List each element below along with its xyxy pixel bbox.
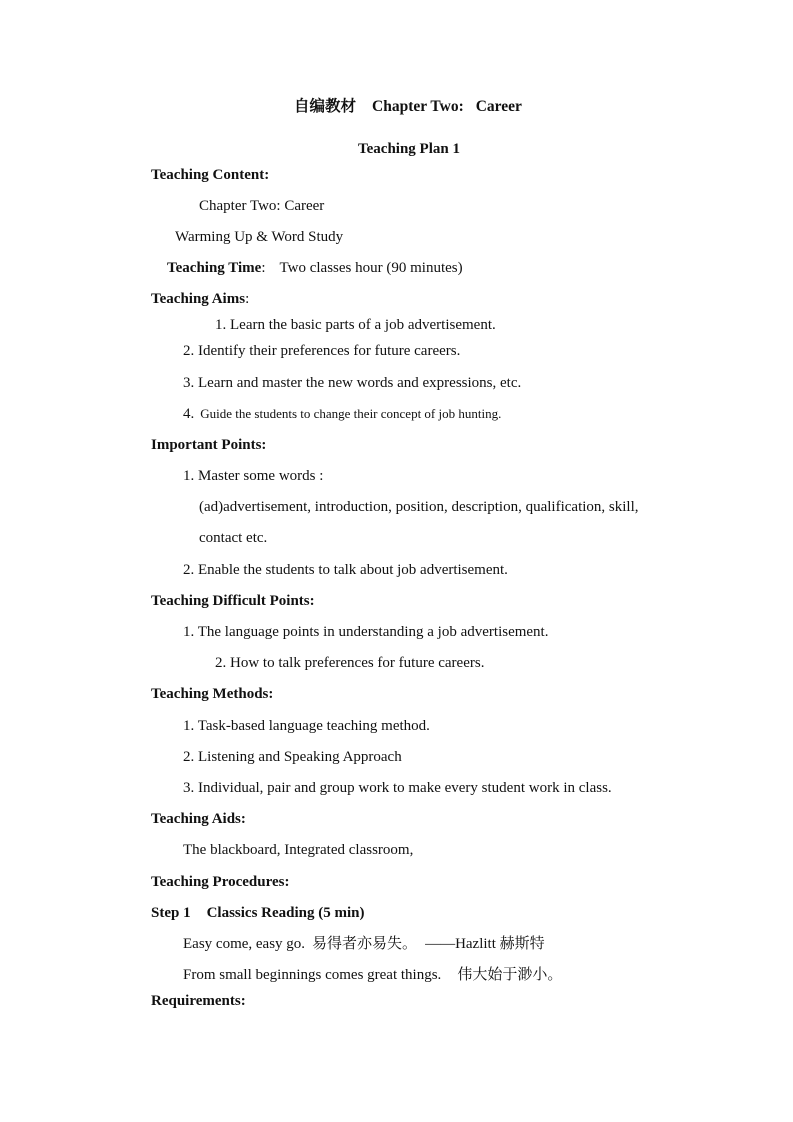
- teaching-methods-label: Teaching Methods:: [151, 686, 274, 702]
- method-item: 2. Listening and Speaking Approach: [183, 749, 402, 765]
- difficult-points-label: Teaching Difficult Points:: [151, 593, 315, 609]
- title-chinese: 自编教材: [294, 98, 357, 115]
- aims-item: 2. Identify their preferences for future careers.: [183, 343, 461, 359]
- method-item: 3. Individual, pair and group work to make every student work in class.: [183, 780, 612, 796]
- teaching-content-label: Teaching Content:: [151, 167, 270, 183]
- teaching-aims-label: Teaching Aims: [151, 291, 246, 307]
- requirements-label: Requirements:: [151, 993, 246, 1009]
- teaching-time-row: [167, 259, 463, 277]
- important-point-item: 1. Master some words :: [183, 468, 324, 484]
- aims-item: 1. Learn the basic parts of a job advertisement.: [215, 317, 496, 333]
- step-1-heading: [151, 904, 365, 922]
- important-points-label: Important Points:: [151, 437, 267, 453]
- teaching-content-line: Chapter Two: Career: [199, 198, 325, 214]
- quote-2: [183, 966, 562, 984]
- document-title: [294, 98, 522, 116]
- quote-1-dash: ——: [425, 936, 456, 952]
- important-point-item: (ad)advertisement, introduction, position, description, qualification, skill,: [199, 499, 639, 515]
- teaching-aims-colon: :: [245, 291, 250, 307]
- step-1-title: Classics Reading (5 min): [206, 905, 365, 921]
- aims-item: 3. Learn and master the new words and expressions, etc.: [183, 375, 522, 391]
- difficult-point-item: 2. How to talk preferences for future careers.: [215, 655, 485, 671]
- teaching-time-label: Teaching Time: [167, 260, 262, 276]
- difficult-point-item: 1. The language points in understanding a job advertisement.: [183, 624, 549, 640]
- aims-item-4: [183, 405, 501, 423]
- teaching-procedures-label: Teaching Procedures:: [151, 874, 290, 890]
- title-chapter: Chapter Two:: [372, 98, 464, 115]
- teaching-time-value: Two classes hour (90 minutes): [279, 260, 463, 276]
- method-item: 1. Task-based language teaching method.: [183, 718, 430, 734]
- aims-item-number: 4.: [183, 406, 195, 422]
- quote-1: [183, 935, 545, 953]
- important-point-item: contact etc.: [199, 530, 268, 546]
- teaching-content-line: Warming Up & Word Study: [175, 229, 344, 245]
- teaching-time-colon: :: [261, 260, 266, 276]
- title-topic: Career: [475, 98, 522, 115]
- teaching-aids-value: The blackboard, Integrated classroom,: [183, 842, 414, 858]
- teaching-aids-label: Teaching Aids:: [151, 811, 246, 827]
- quote-1-chinese: 易得者亦易失。: [312, 936, 418, 952]
- important-point-item: 2. Enable the students to talk about job advertisement.: [183, 562, 508, 578]
- plan-title: Teaching Plan 1: [358, 141, 460, 157]
- quote-2-english: From small beginnings comes great things.: [183, 967, 442, 983]
- quote-2-chinese: 伟大始于渺小。: [457, 967, 563, 983]
- quote-1-english: Easy come, easy go.: [183, 936, 306, 952]
- aims-item-text: Guide the students to change their concept of job hunting.: [200, 406, 502, 421]
- teaching-aims-heading: [151, 290, 249, 308]
- quote-1-author: Hazlitt 赫斯特: [455, 936, 545, 952]
- step-1-label: Step 1: [151, 905, 191, 921]
